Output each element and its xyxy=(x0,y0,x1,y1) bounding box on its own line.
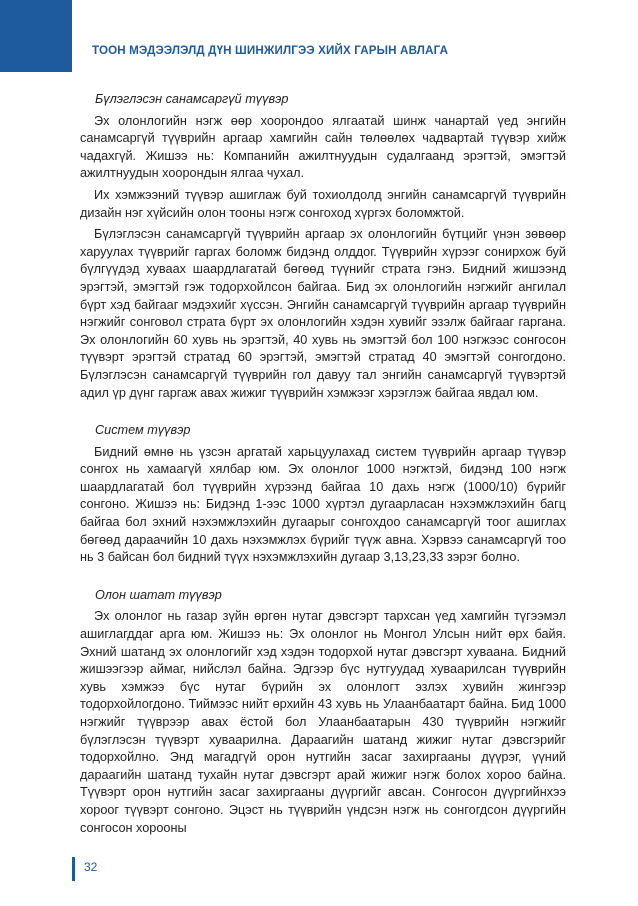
section-title-multistage: Олон шатат түүвэр xyxy=(95,587,222,602)
paragraph: Эх олонлог нь газар зүйн өргөн нутаг дэвсгэрт тархсан үед хамгийн түгээмэл ашиглагддаг арга юм. Жишээ нь: Эх олонлог нь Монгол Улсын нийт өрх байя. Эхний шатанд эх олонлогийг хэд хэдэн тодорхой нутаг дэвсгэрт хуваана. Бидний жишээгээр аймаг, нийслэл байна. Эдгээр бүс нутгуудад хуваарилсан түүврийн хувь хэмжээ бүс нутаг бүрийн эх олонлогт эзлэх хувийн жингээр тодорхойлогдоно. Тиймээс нийт өрхийн 43 хувь нь Улаанбаатарт байна. Бид 1000 нэгжийг түүврээр авах ёстой бол Улаанбаатарын 430 түүврийн нэгжийг бүлэглэсэн түүвэрт хуваарилна. Дараагийн шатанд жижиг нутаг дэвсгэрийг тодорхойлно. Энд магадгүй орон нутгийн засаг захиргааны дүүрэг, үүний дараагийн шатанд тухайн нутаг дэвсгэрт арай жижиг нэгж болох хороо байна. Түүвэрт орон нутгийн засаг захиргааны дүүргийг авсан. Сонгосон дүүргийнхээ хороог түүвэрт сонгоно. Эцэст нь түүврийн үндсэн нэгж нь сонгогдсон дүүргийн сонгосон хорооны xyxy=(80,609,566,835)
paragraph: Эх олонлогийн нэгж өөр хоорондоо ялгаатай шинж чанартай үед энгийн санамсаргүй түүврийн аргаар хамгийн сайн төлөөлөх чадвартай түүвэр хийж чадахгүй. Жишээ нь: Компанийн ажилтнуудын судалгаанд эрэгтэй, эмэгтэй ажилтнуудын хоорондын ялгаа чухал. xyxy=(80,113,566,181)
page-content xyxy=(80,91,566,837)
paragraph: Бүлэглэсэн санамсаргүй түүврийн аргаар эх олонлогийн бүтцийг үнэн зөвөөр харуулах түүврийг гаргах боломж бидэнд олддог. Түүврийн хүрээг сонирхож буй бүлгүүдэд хуваах шаардлагатай бөгөөд түүнийг страта гэнэ. Бидний жишээнд эрэгтэй, эмэгтэй гэж тодорхойлсон байгаа. Бид эх олонлогийн нэгжийг ангилал бүрт хэд байгааг мэдэхийг хүссэн. Энгийн санамсаргүй түүврийн аргаар түүврийн нэгжийг сонговол страта бүрт эх олонлогийн хэдэн хувийг эзэлж байгааг гаргана. Эх олонлогийн 60 хувь нь эрэгтэй, 40 хувь нь эмэгтэй бол 100 нэгжээс сонгосон түүвэрт эрэгтэй стратад 60 эрэгтэй, эмэгтэй стратад 40 эмэгтэй сонгогдоно. Бүлэглэсэн санамсаргүй түүврийн гол давуу тал энгийн санамсаргүй түүвэртэй адил үр дүнг гаргаж авах жижиг түүврийн хэмжээг хэрэглэж байгаа явдал юм. xyxy=(80,227,566,400)
page-number: 32 xyxy=(84,860,98,874)
corner-accent-block xyxy=(0,0,72,72)
footer-accent-bar xyxy=(72,857,75,881)
paragraph: Бидний өмнө нь үзсэн аргатай харьцуулахад систем түүврийн аргаар түүвэр сонгох нь хамаагүй хялбар юм. Эх олонлог 1000 нэгжтэй, бидэнд 100 нэгж шаардлагатай бол түүврийн хүрээнд байгаа 10 дахь нэгж (1000/10) бүрийг сонгоно. Жишээ нь: Бидэнд 1-ээс 1000 хүртэл дугаарласан нэхэмжлэхийн багц байгаа бол эхний нэхэмжлэхийн дугаарыг сонгохдоо санамсаргүй тоог ашиглах бөгөөд дараачийн 10 дахь нэхэмжлэх бүрийг түүж авна. Хэрвээ санамсаргүй тоо нь 3 байсан бол бидний түүх нэхэмжлэхийн дугаар 3,13,23,33 зэрэг болно. xyxy=(80,444,566,565)
section-title-stratified: Бүлэглэсэн санамсаргүй түүвэр xyxy=(95,92,289,106)
section-title-systematic: Систем түүвэр xyxy=(95,423,191,438)
paragraph: Их хэмжээний түүвэр ашиглаж буй тохиолдолд энгийн санамсаргүй түүврийн дизайн нэг хүйсийн олон тооны нэгж сонгоход хүргэх боломжтой. xyxy=(80,187,566,220)
running-header-title: ТООН МЭДЭЭЛЭЛД ДҮН ШИНЖИЛГЭЭ ХИЙХ ГАРЫН АВЛАГА xyxy=(92,44,449,57)
